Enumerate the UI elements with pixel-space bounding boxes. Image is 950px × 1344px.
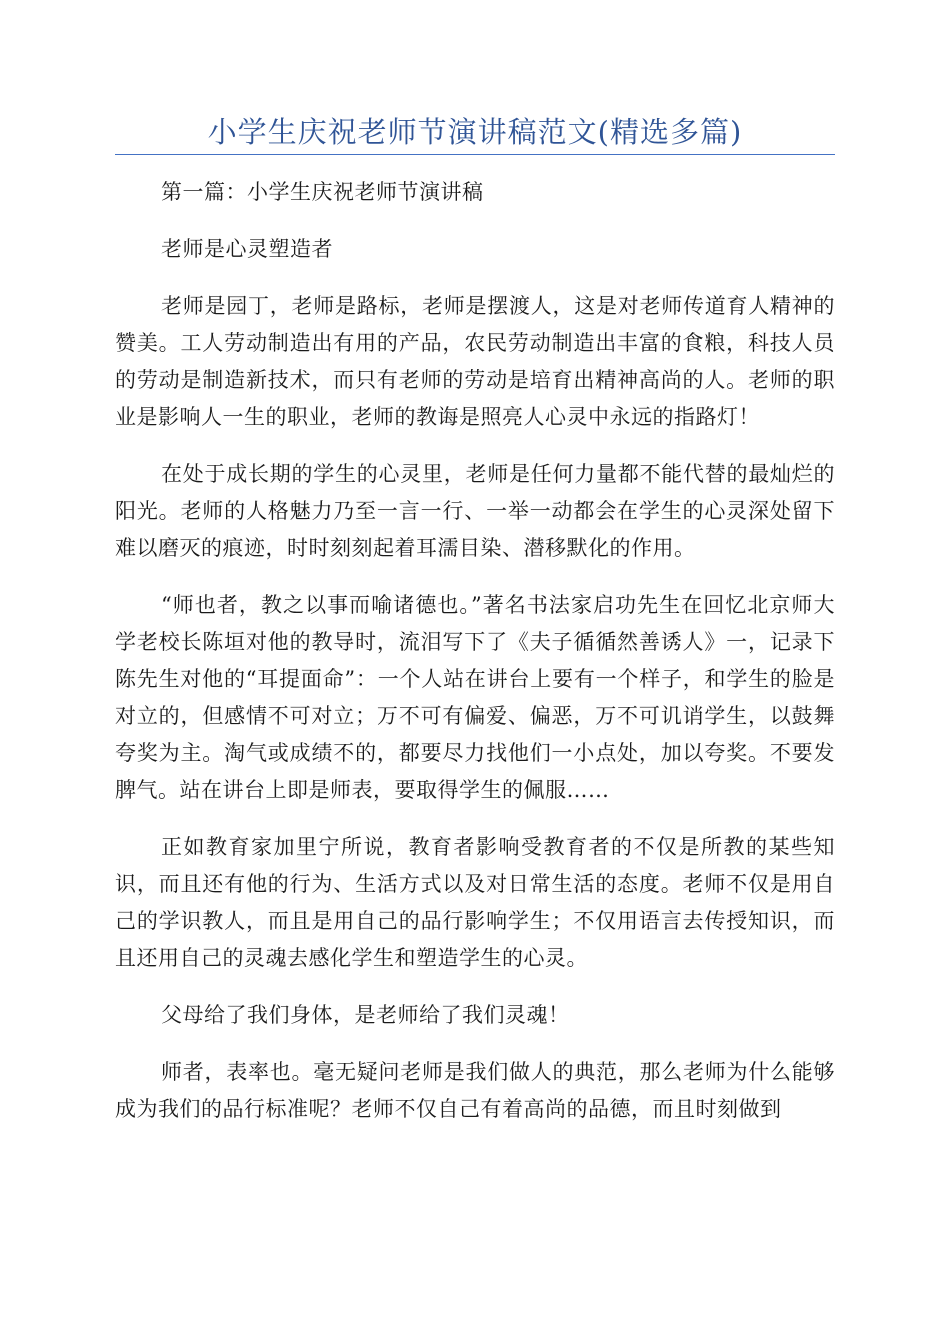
paragraph-section-heading: 第一篇：小学生庆祝老师节演讲稿 [161,180,484,204]
paragraph: 老师是园丁，老师是路标，老师是摆渡人，这是对老师传道育人精神的赞美。工人劳动制造出有用的产品，农民劳动制造出丰富的食粮，科技人员的劳动是制造新技术，而只有老师的劳动是培育出精神高尚的人。老师的职业是影响人一生的职业，老师的教诲是照亮人心灵中永远的指路灯！ [115,294,835,429]
document-body [115,174,835,1148]
title-underline [115,154,835,155]
paragraph: “师也者，教之以事而喻诸德也。”著名书法家启功先生在回忆北京师大学老校长陈垣对他的教导时，流泪写下了《夫子循循然善诱人》一，记录下陈先生对他的“耳提面命”：一个人站在讲台上要有一个样子，和学生的脸是对立的，但感情不可对立；万不可有偏爱、偏恶，万不可讥诮学生，以鼓舞夸奖为主。淘气或成绩不的，都要尽力找他们一小点处，加以夸奖。不要发脾气。站在讲台上即是师表，要取得学生的佩服…… [115,593,835,802]
paragraph: 师者，表率也。毫无疑问老师是我们做人的典范，那么老师为什么能够成为我们的品行标准呢？老师不仅自己有着高尚的品德，而且时刻做到 [115,1060,835,1121]
paragraph: 父母给了我们身体，是老师给了我们灵魂！ [161,1003,570,1027]
paragraph: 正如教育家加里宁所说，教育者影响受教育者的不仅是所教的某些知识，而且还有他的行为、生活方式以及对日常生活的态度。老师不仅是用自己的学识教人，而且是用自己的品行影响学生；不仅用语言去传授知识，而且还用自己的灵魂去感化学生和塑造学生的心灵。 [115,835,835,970]
paragraph: 在处于成长期的学生的心灵里，老师是任何力量都不能代替的最灿烂的阳光。老师的人格魅力乃至一言一行、一举一动都会在学生的心灵深处留下难以磨灭的痕迹，时时刻刻起着耳濡目染、潜移默化的作用。 [115,462,835,560]
document-title: 小学生庆祝老师节演讲稿范文(精选多篇) [207,115,743,149]
paragraph-subtitle: 老师是心灵塑造者 [161,237,333,261]
